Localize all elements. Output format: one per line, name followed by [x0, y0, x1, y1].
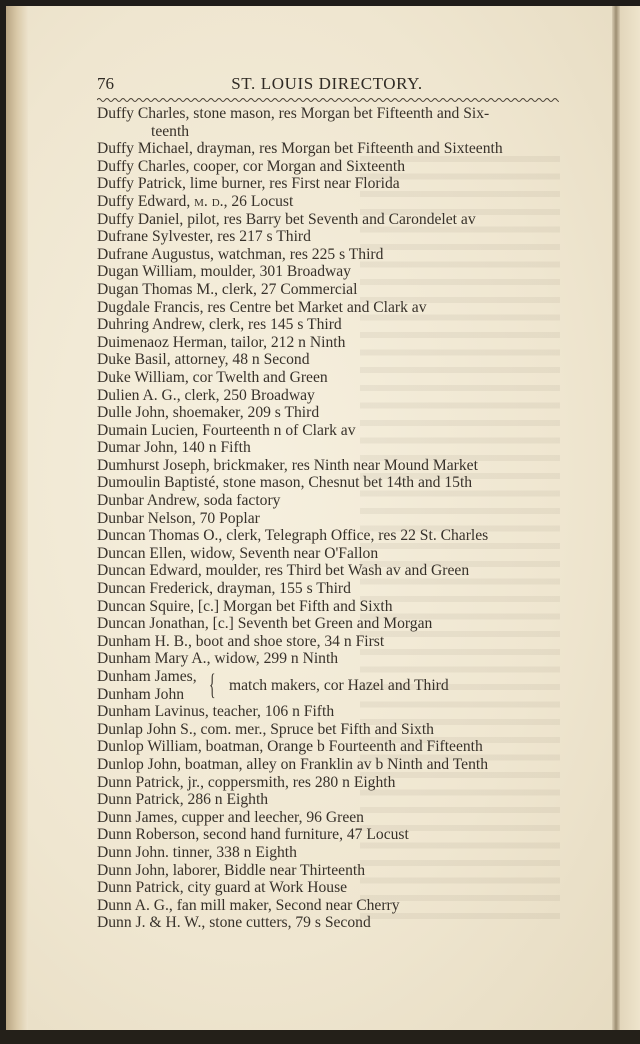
bracket-name: Dunham James,	[97, 668, 197, 685]
entry-text: Dugan Thomas M., clerk, 27 Commercial	[97, 280, 358, 298]
entry-text: Dunn Patrick, jr., coppersmith, res 280 n Eighth	[97, 773, 396, 791]
entry-text: Dunn Patrick, city guard at Work House	[97, 879, 348, 897]
directory-entry	[97, 721, 567, 739]
entry-text: Dunlop William, boatman, Orange b Fourteenth and Fifteenth	[97, 738, 483, 756]
directory-entry	[97, 211, 567, 229]
entry-text: Dunham H. B., boot and shoe store, 34 n First	[97, 632, 385, 650]
entry-text: Dunlap John S., com. mer., Spruce bet Fifth and Sixth	[97, 720, 434, 738]
entry-text: Dumar John, 140 n Fifth	[97, 439, 251, 457]
entry-text: Duke William, cor Twelth and Green	[97, 368, 328, 386]
directory-entry	[97, 158, 567, 176]
directory-entry	[97, 246, 567, 264]
running-title: ST. LOUIS DIRECTORY.	[231, 74, 423, 93]
directory-entry	[97, 175, 567, 193]
entry-text: Dumain Lucien, Fourteenth n of Clark av	[97, 421, 356, 439]
directory-entry	[97, 545, 567, 563]
entry-text: Dunbar Andrew, soda factory	[97, 492, 281, 510]
directory-entry	[97, 510, 567, 528]
entry-text: Dunham Lavinus, teacher, 106 n Fifth	[97, 703, 335, 721]
directory-entry	[97, 615, 567, 633]
page-edge	[6, 6, 28, 1036]
entry-text: Dunn A. G., fan mill maker, Second near Cherry	[97, 896, 400, 914]
directory-entry	[97, 140, 567, 158]
entry-text: Dufrane Augustus, watchman, res 225 s Third	[97, 245, 384, 263]
entry-text: Dunn J. & H. W., stone cutters, 79 s Second	[97, 914, 371, 932]
directory-entry	[97, 474, 567, 492]
directory-entry	[97, 439, 567, 457]
directory-entry	[97, 774, 567, 792]
bracket-shared-text: match makers, cor Hazel and Third	[229, 677, 449, 694]
facing-page-edge	[620, 6, 640, 1036]
entry-text: Duffy Patrick, lime burner, res First near Florida	[97, 175, 400, 193]
directory-entry	[97, 650, 567, 668]
entry-text: Duhring Andrew, clerk, res 145 s Third	[97, 316, 342, 334]
entry-title: m. d.	[194, 192, 224, 210]
directory-entry	[97, 738, 567, 756]
directory-entry	[97, 598, 567, 616]
entry-text: Dunn John. tinner, 338 n Eighth	[97, 843, 297, 861]
entry-text: Duncan Jonathan, [c.] Seventh bet Green and Morgan	[97, 615, 433, 633]
entry-text: Duncan Edward, moulder, res Third bet Wash av and Green	[97, 562, 470, 580]
directory-entry	[97, 897, 567, 915]
directory-entry	[97, 562, 567, 580]
page-number: 76	[97, 74, 114, 93]
entry-text: Dunbar Nelson, 70 Poplar	[97, 509, 260, 527]
entry-text: Duke Basil, attorney, 48 n Second	[97, 351, 310, 369]
directory-entry	[97, 879, 567, 897]
directory-entry	[97, 404, 567, 422]
directory-entry	[97, 826, 567, 844]
directory-entry	[97, 457, 567, 475]
bracketed-entry	[97, 668, 567, 703]
entry-text: Dunlop John, boatman, alley on Franklin av b Ninth and Tenth	[97, 755, 489, 773]
directory-entry	[97, 299, 567, 317]
directory-entry	[97, 791, 567, 809]
entry-text: Dulien A. G., clerk, 250 Broadway	[97, 386, 315, 404]
book-bottom-shadow	[0, 1030, 640, 1044]
directory-entry	[97, 387, 567, 405]
brace-icon: {	[209, 668, 216, 701]
directory-entry	[97, 228, 567, 246]
entry-text: Duncan Squire, [c.] Morgan bet Fifth and Sixth	[97, 597, 393, 615]
entry-text: Dugdale Francis, res Centre bet Market and Clark av	[97, 298, 427, 316]
entry-text: Duffy Michael, drayman, res Morgan bet Fifteenth and Sixteenth	[97, 140, 503, 158]
entry-text: Dunn James, cupper and leecher, 96 Green	[97, 808, 364, 826]
directory-entry	[97, 914, 567, 932]
directory-entry	[97, 580, 567, 598]
directory-entry	[97, 334, 567, 352]
directory-entry	[97, 633, 567, 651]
directory-entry	[97, 527, 567, 545]
directory-entry	[97, 316, 567, 334]
directory-entry	[97, 756, 567, 774]
gutter-shadow	[612, 6, 620, 1036]
directory-entry	[97, 703, 567, 721]
entry-text: Duffy Charles, cooper, cor Morgan and Sixteenth	[97, 157, 405, 175]
entry-text: , 26 Locust	[223, 192, 294, 210]
entry-text: Dulle John, shoemaker, 209 s Third	[97, 404, 320, 422]
entry-text: Duncan Thomas O., clerk, Telegraph Office, res 22 St. Charles	[97, 527, 489, 545]
entry-text: Dunn Roberson, second hand furniture, 47 Locust	[97, 826, 409, 844]
entry-continuation: teenth	[151, 122, 190, 140]
entry-text: Dunn John, laborer, Biddle near Thirteenth	[97, 861, 366, 879]
directory-entry	[97, 844, 567, 862]
directory-entry	[97, 809, 567, 827]
directory-entry	[97, 369, 567, 387]
entry-text: Dunham Mary A., widow, 299 n Ninth	[97, 650, 339, 668]
directory-entries	[97, 105, 567, 932]
entry-text: Duncan Frederick, drayman, 155 s Third	[97, 580, 351, 598]
directory-entry	[97, 492, 567, 510]
entry-text: Duffy Daniel, pilot, res Barry bet Seventh and Carondelet av	[97, 210, 476, 228]
entry-text: Duimenaoz Herman, tailor, 212 n Ninth	[97, 333, 346, 351]
entry-text: Dumhurst Joseph, brickmaker, res Ninth near Mound Market	[97, 456, 478, 474]
directory-entry	[97, 263, 567, 281]
entry-text: Duffy Charles, stone mason, res Morgan bet Fifteenth and Six-	[97, 105, 490, 122]
directory-entry	[97, 862, 567, 880]
bracket-name: Dunham John	[97, 685, 185, 703]
directory-entry	[97, 351, 567, 369]
directory-entry	[97, 281, 567, 299]
wavy-rule	[97, 96, 559, 104]
entry-text: Dumoulin Baptisté, stone mason, Chesnut bet 14th and 15th	[97, 474, 473, 492]
entry-text: Dugan William, moulder, 301 Broadway	[97, 263, 351, 281]
directory-entry	[97, 422, 567, 440]
entry-text: Dunn Patrick, 286 n Eighth	[97, 791, 269, 809]
entry-text: Duffy Edward,	[97, 192, 195, 210]
entry-text: Dufrane Sylvester, res 217 s Third	[97, 228, 311, 246]
directory-entry	[97, 105, 567, 140]
entry-text: Duncan Ellen, widow, Seventh near O'Fallon	[97, 544, 379, 562]
running-header	[97, 74, 557, 98]
directory-entry	[97, 193, 567, 211]
